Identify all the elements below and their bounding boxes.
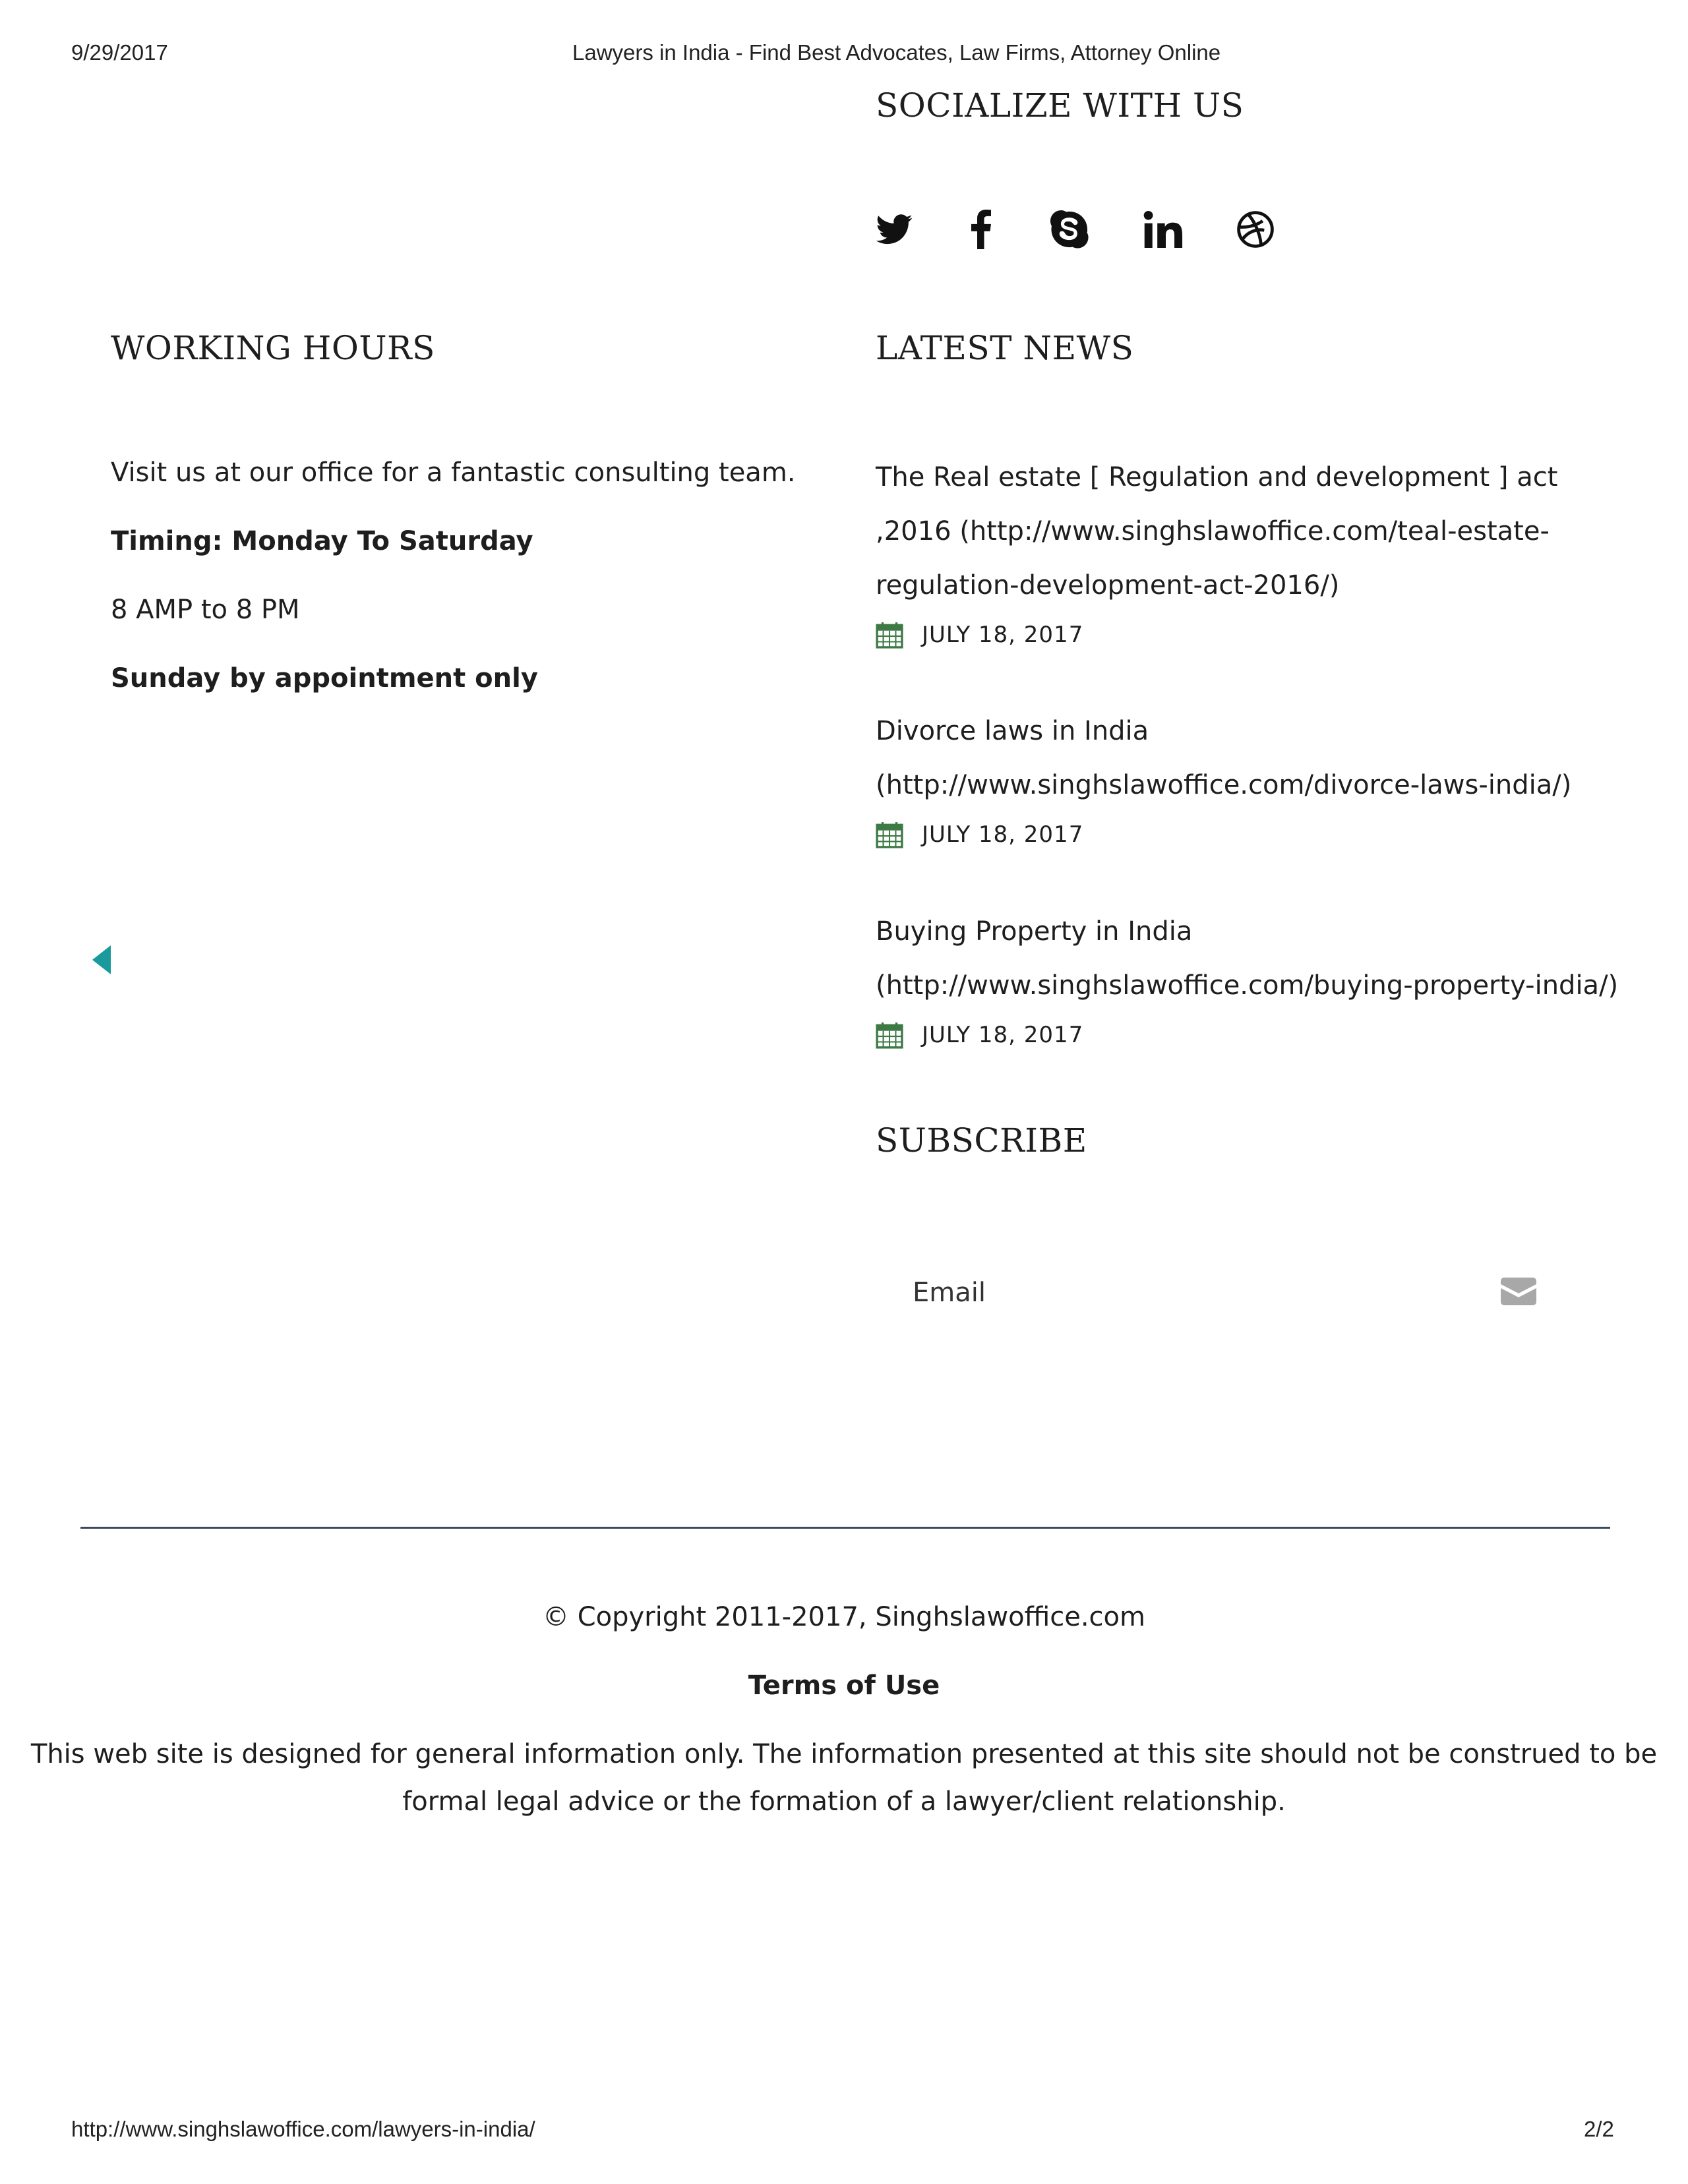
facebook-icon[interactable] [968, 204, 994, 254]
working-hours-sunday: Sunday by appointment only [111, 663, 538, 694]
email-input[interactable] [911, 1266, 1474, 1320]
subscribe-heading: SUBSCRIBE [876, 1121, 1087, 1160]
news-item-link[interactable]: Divorce laws in India (http://www.singhslawoffice.com/divorce-laws-india/) [876, 716, 1572, 800]
news-item-date: JULY 18, 2017 [922, 821, 1084, 848]
news-item [876, 704, 1634, 849]
socialize-heading: SOCIALIZE WITH US [876, 86, 1244, 125]
terms-of-use-link[interactable]: Terms of Use [748, 1670, 940, 1701]
print-url: http://www.singhslawoffice.com/lawyers-in-india/ [71, 2117, 535, 2141]
calendar-icon [876, 821, 903, 848]
news-item [876, 450, 1634, 649]
working-hours-heading: WORKING HOURS [111, 329, 435, 367]
disclaimer-line-2: formal legal advice or the formation of a lawyer/client relationship. [402, 1786, 1286, 1817]
news-item-link[interactable]: Buying Property in India (http://www.singhslawoffice.com/buying-property-india/) [876, 916, 1619, 1001]
skype-icon[interactable] [1050, 204, 1089, 254]
working-hours-timing: Timing: Monday To Saturday [111, 526, 533, 556]
calendar-icon [876, 621, 903, 649]
news-item-date: JULY 18, 2017 [922, 622, 1084, 648]
news-item-date: JULY 18, 2017 [922, 1022, 1084, 1048]
print-page-title: Lawyers in India - Find Best Advocates, Law Firms, Attorney Online [572, 40, 1221, 65]
working-hours-time: 8 AMP to 8 PM [111, 595, 300, 625]
news-item-date-row [876, 1020, 1634, 1049]
disclaimer-line-1: This web site is designed for general information only. The information presented at this site should not be construed to be [30, 1739, 1658, 1769]
print-date: 9/29/2017 [71, 40, 168, 65]
envelope-icon[interactable] [1501, 1278, 1536, 1308]
subscribe-form [877, 1266, 1543, 1318]
carousel-prev-arrow-icon[interactable] [92, 945, 112, 978]
news-item-date-row [876, 820, 1634, 849]
news-item-date-row [876, 620, 1634, 649]
twitter-icon[interactable] [874, 204, 914, 254]
linkedin-icon[interactable] [1142, 204, 1184, 254]
working-hours-intro: Visit us at our office for a fantastic consulting team. [111, 457, 796, 488]
calendar-icon [876, 1021, 903, 1049]
news-item-link[interactable]: The Real estate [ Regulation and development ] act ,2016 (http://www.singhslawoffice.com/teal-estate-regulation-development-act-2016/) [876, 462, 1558, 601]
latest-news-heading: LATEST NEWS [876, 329, 1134, 367]
copyright-text: © Copyright 2011-2017, Singhslawoffice.com [542, 1602, 1145, 1632]
news-item [876, 904, 1634, 1049]
dribbble-icon[interactable] [1234, 204, 1277, 254]
print-page-number: 2/2 [1584, 2117, 1614, 2141]
footer-divider [80, 1527, 1610, 1529]
